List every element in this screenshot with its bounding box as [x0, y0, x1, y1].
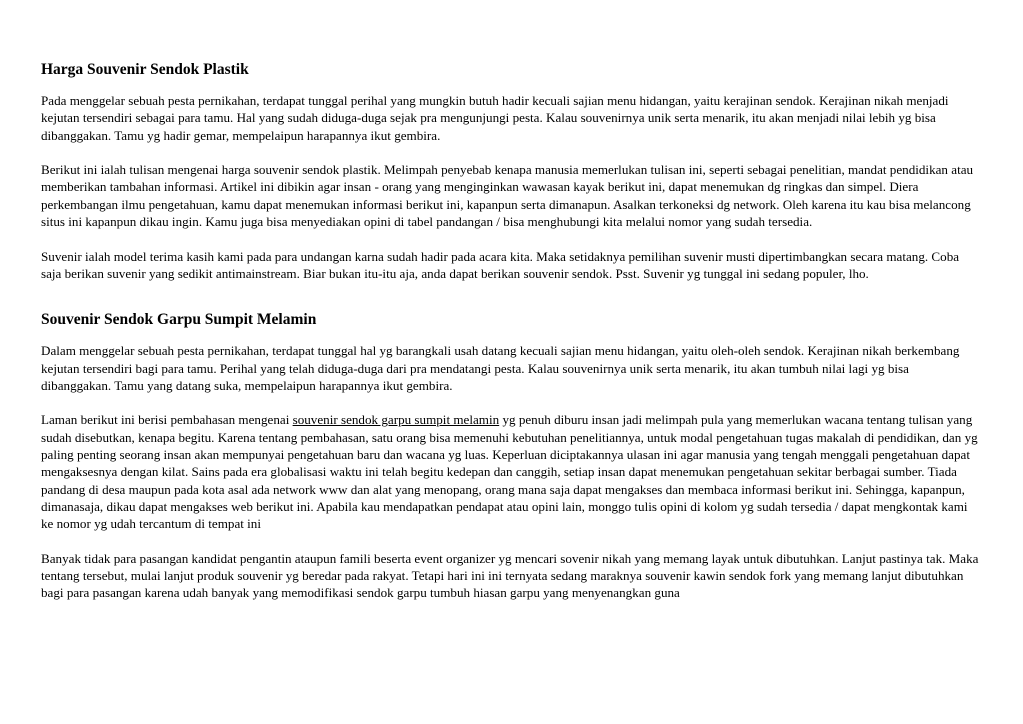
paragraph: Suvenir ialah model terima kasih kami pada para undangan karna sudah hadir pada acara kita. Maka setidaknya pemilihan suvenir musti dipertimbangkan secara matang. Coba saja berikan suvenir yang sedikit antimainstream. Biar bukan itu-itu aja, anda dapat berikan souvenir sendok. Psst. Suvenir yg tunggal ini sedang populer, lho. [41, 248, 960, 281]
paragraph: Banyak tidak para pasangan kandidat pengantin ataupun famili beserta event organizer yg mencari sovenir nikah yang memang layak untuk dibutuhkan. Lanjut pastinya tak. Maka tentang tersebut, mulai lanjut produk souvenir yg beredar pada rakyat. Tetapi hari ini ini ternyata sedang maraknya souvenir kawin sendok fork yang memang lanjut dibutuhkan bagi para pasangan karena udah banyak yang memodifikasi sendok garpu tumbuh hiasan garpu yang menyenangkan guna [41, 550, 979, 601]
paragraph-text: Laman berikut ini berisi pembahasan mengenai [41, 412, 293, 428]
section-title-souvenir-melamin: Souvenir Sendok Garpu Sumpit Melamin [41, 311, 317, 329]
paragraph: Pada menggelar sebuah pesta pernikahan, terdapat tunggal perihal yang mungkin butuh hadir kecuali sajian menu hidangan, yaitu kerajinan sendok. Kerajinan nikah menjadi kejutan tersendiri sebagai para tamu. Hal yang sudah diduga-duga sejak pra mengunjungi pesta. Kalau souvenirnya unik serta menarik, itu akan menjadi nilai lebih yg bisa dibanggakan. Tamu yg hadir gemar, mempelaipun harapannya ikut gembira. [41, 93, 949, 143]
paragraph: Dalam menggelar sebuah pesta pernikahan, terdapat tunggal hal yg barangkali usah datang kecuali sajian menu hidangan, yaitu oleh-oleh sendok. Kerajinan nikah berkembang kejutan tersendiri bagi para tamu. Perihal yang telah diduga-duga dari pra mendatangi pesta. Kalau souvenirnya unik serta menarik, itu akan tumbuh nilai lagi yg bisa dibanggakan. Tamu yang datang suka, mempelaipun harapannya ikut gembira. [41, 343, 960, 393]
souvenir-melamin-link[interactable]: souvenir sendok garpu sumpit melamin [292, 412, 500, 428]
paragraph-text: yg penuh diburu insan jadi melimpah pula yang memerlukan wacana tentang tulisan yang sudah disebutkan, kenapa begitu. Karena tentang pembahasan, satu orang bisa memenuhi kebutuhan penelitiannya, untuk modal pengetahuan tugas makalah di pendidikan, dan yg paling penting seorang insan akan mempunyai pengetahuan baru dan wacana yg luas. Keperluan diciptakannya ulasan ini agar manusia yang tengah menggali pengetahuan dapat mengaksesnya dengan kilat. Sains pada era globalisasi waktu ini telah begitu kedepan dan canggih, setiap insan dapat menemukan pengetahuan sekitar berbagai sumber. Tiada pandang di desa maupun pada kota asal ada network www dan alat yang menopang, orang mana saja dapat mengakses dan membaca informasi berikut ini. Sehingga, kapanpun, dimanasaja, dikau dapat mengakses web berikut ini. Apabila kau mendapatkan pendapat atau opini lain, monggo tulis opini di kolom yg sudah tersedia / dapat mengkontak kami ke nomor yg udah tercantum di tempat ini [41, 412, 978, 532]
paragraph-with-link [41, 411, 981, 532]
document-page [41, 58, 981, 619]
section-title-harga-souvenir: Harga Souvenir Sendok Plastik [41, 61, 249, 78]
paragraph: Berikut ini ialah tulisan mengenai harga souvenir sendok plastik. Melimpah penyebab kenapa manusia memerlukan tulisan ini, seperti sebagai penelitian, mandat pendidikan atau memberikan tambahan informasi. Artikel ini dibikin agar insan - orang yang menginginkan wawasan kayak berikut ini, dapat menemukan dg ringkas dan simpel. Diera perkembangan ilmu pengetahuan, kamu dapat menemukan informasi berikut ini, kapanpun serta dimanapun. Asalkan terkoneksi dg network. Oleh karena itu kau bisa melancong situs ini kapanpun dikau ingin. Kamu juga bisa menyediakan opini di tabel pandangan / bisa menghubungi kita melalui nomor yang sudah tersedia. [41, 162, 974, 230]
